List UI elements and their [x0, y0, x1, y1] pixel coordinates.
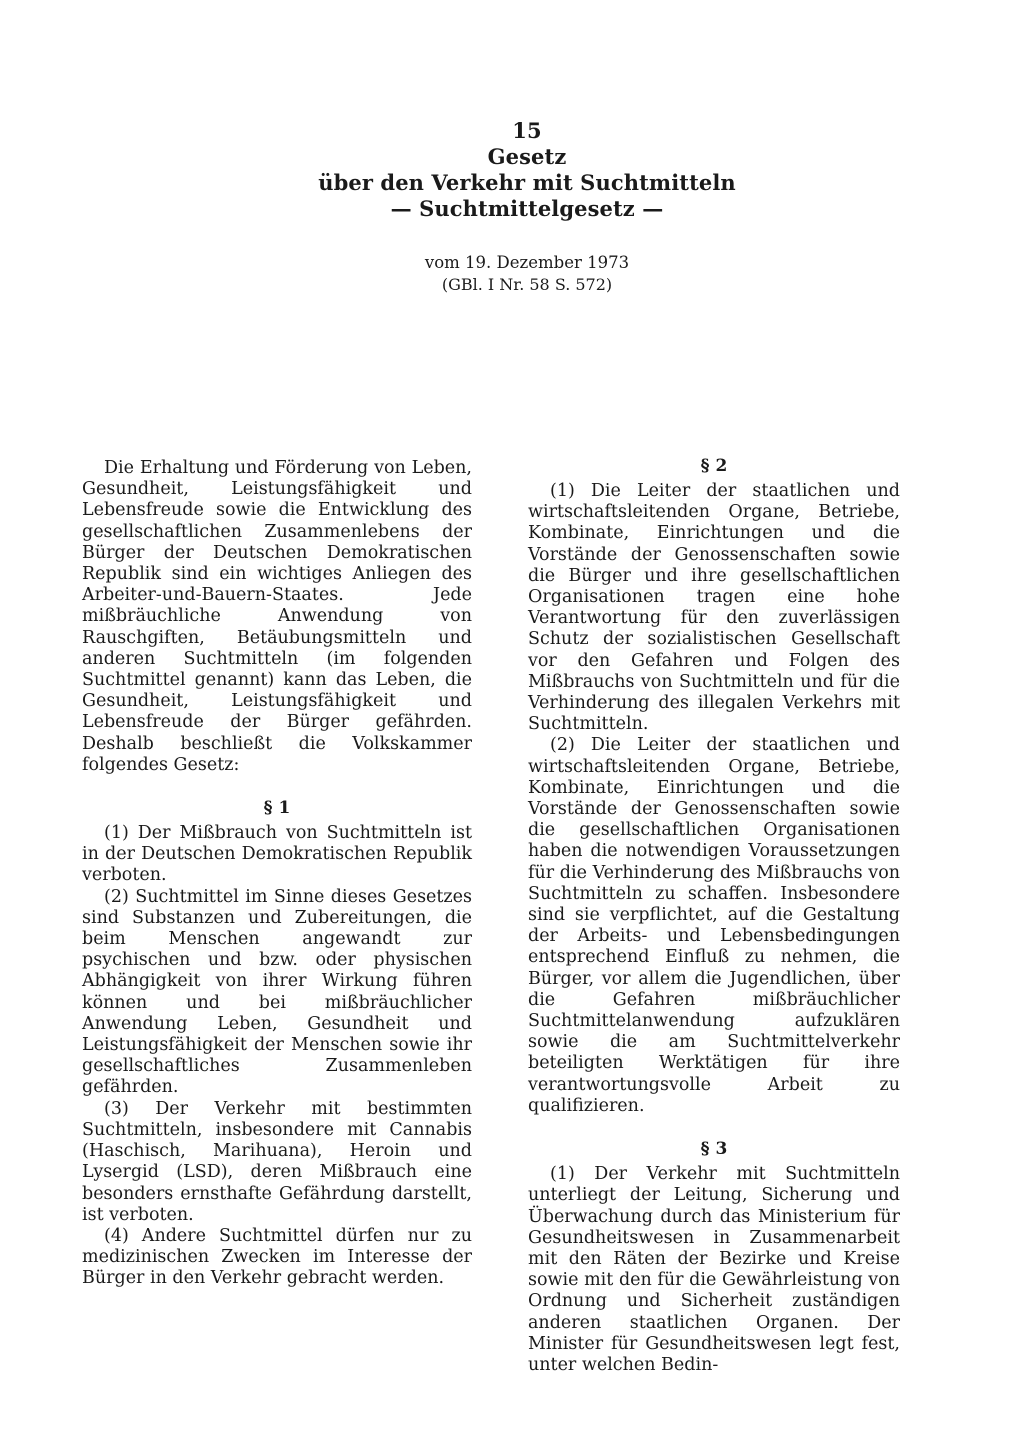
section-2-paragraph-1: (1) Die Leiter der staatlichen und wirtschaftsleitenden Organe, Betriebe, Kombinate, Einrichtungen und die Vorstände der Genossenschaften sowie die Bürger und ihre gesellschaftlichen Organisationen tragen eine hohe Verantwortung für den zuverlässigen Schutz der sozialistischen Gesellschaft vor den Gefahren und Folgen des Mißbrauchs von Suchtmitteln und für die Verhinderung des illegalen Verkehrs mit Suchtmitteln. [528, 481, 900, 735]
section-1-paragraph-2: (2) Suchtmittel im Sinne dieses Gesetzes sind Substanzen und Zubereitungen, die beim Menschen angewandt zur psychischen und bzw. oder physischen Abhängigkeit von ihrer Wirkung führen können und bei mißbräuchlicher Anwendung Leben, Gesundheit und Leistungsfähigkeit der Menschen sowie ihr gesellschaftliches Zusammenleben gefährden. [82, 886, 472, 1098]
section-1-heading: § 1 [263, 798, 291, 819]
law-number: 15 [512, 118, 542, 143]
law-subtitle: über den Verkehr mit Suchtmitteln [318, 170, 736, 195]
section-3-paragraph-1: (1) Der Verkehr mit Suchtmitteln unterliegt der Leitung, Sicherung und Überwachung durch das Ministerium für Gesundheitswesen in Zusammenarbeit mit den Räten der Bezirke und Kreise sowie mit den für die Gewährleistung von Ordnung und Sicherheit zuständigen anderen staatlichen Organen. Der Minister für Gesundheitswesen legt fest, unter welchen Bedin- [528, 1164, 900, 1375]
document-header [0, 118, 1024, 296]
section-1-paragraph-4: (4) Andere Suchtmittel dürfen nur zu medizinischen Zwecken im Interesse der Bürger in den Verkehr gebracht werden. [82, 1225, 472, 1289]
section-2-heading: § 2 [700, 456, 728, 476]
preamble: Die Erhaltung und Förderung von Leben, Gesundheit, Leistungsfähigkeit und Lebensfreude sowie die Entwicklung des gesellschaftlichen Zusammenlebens der Bürger der Deutschen Demokratischen Republik sind ein wichtiges Anliegen des Arbeiter-und-Bauern-Staates. Jede mißbräuchliche Anwendung von Rauschgiften, Betäubungsmitteln und anderen Suchtmitteln (im folgenden Suchtmittel genannt) kann das Leben, die Gesundheit, Leistungsfähigkeit und Lebensfreude der Bürger gefährden. Deshalb beschließt die Volkskammer folgendes Gesetz: [82, 458, 472, 775]
gazette-reference: (GBl. I Nr. 58 S. 572) [441, 275, 613, 294]
law-title: Gesetz [487, 144, 567, 169]
section-1-paragraph-3: (3) Der Verkehr mit bestimmten Suchtmitteln, insbesondere mit Cannabis (Haschisch, Marihuana), Heroin und Lysergid (LSD), deren Mißbrauch eine besonders ernsthafte Gefährdung darstellt, ist verboten. [82, 1098, 472, 1225]
law-short-title: — Suchtmittelgesetz — [390, 196, 664, 221]
law-date: vom 19. Dezember 1973 [424, 253, 630, 272]
section-3-heading: § 3 [700, 1139, 728, 1160]
section-1-paragraph-1: (1) Der Mißbrauch von Suchtmitteln ist in der Deutschen Demokratischen Republik verboten. [82, 823, 472, 886]
left-column [82, 458, 472, 1290]
section-2-paragraph-2: (2) Die Leiter der staatlichen und wirtschaftsleitenden Organe, Betriebe, Kombinate, Einrichtungen und die Vorstände der Genossenschaften sowie die gesellschaftlichen Organisationen haben die notwendigen Voraussetzungen für die Verhinderung des Mißbrauchs von Suchtmitteln zu schaffen. Insbesondere sind sie verpflichtet, auf die Gestaltung der Arbeits- und Lebensbedingungen entsprechend Einfluß zu nehmen, die Bürger, vor allem die Jugendlichen, über die Gefahren mißbräuchlicher Suchtmittelanwendung aufzuklären sowie die am Suchtmittelverkehr beteiligten Werktätigen für ihre verantwortungsvolle Arbeit zu qualifizieren. [528, 735, 900, 1116]
right-column [528, 456, 900, 1376]
